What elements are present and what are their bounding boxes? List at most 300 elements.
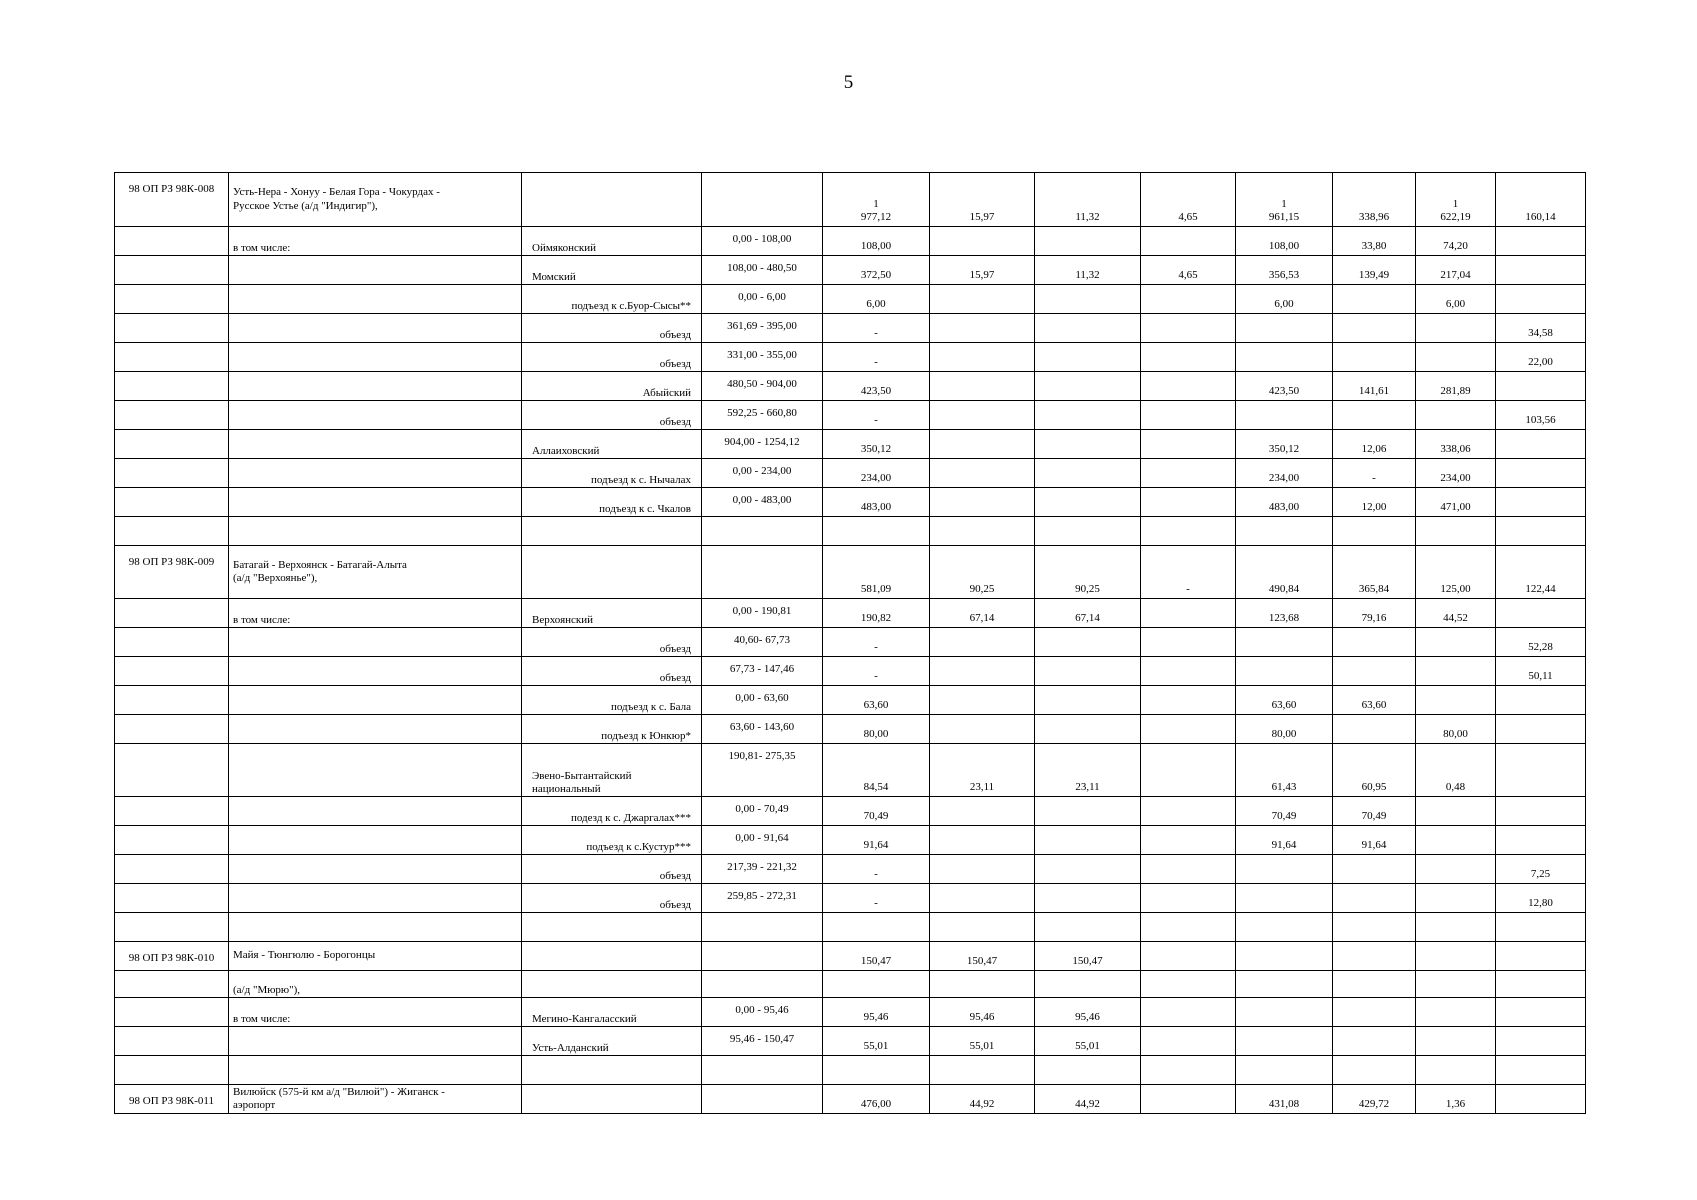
road-name-cell [229, 343, 522, 372]
value-cell [930, 343, 1035, 372]
district-cell: Аллаиховский [522, 430, 702, 459]
value-cell [1496, 459, 1586, 488]
table-row [115, 256, 1586, 285]
value-cell: 6,00 [823, 285, 930, 314]
table-row [115, 826, 1586, 855]
km-range-cell [702, 971, 823, 998]
district-cell: подезд к с. Джаргалах*** [522, 797, 702, 826]
value-cell [1141, 913, 1236, 942]
value-cell: 90,25 [1035, 546, 1141, 599]
value-cell: 103,56 [1496, 401, 1586, 430]
value-cell [930, 430, 1035, 459]
value-cell [1333, 942, 1416, 971]
value-cell: 74,20 [1416, 227, 1496, 256]
value-cell [1035, 715, 1141, 744]
road-code-cell [115, 314, 229, 343]
road-code-cell [115, 599, 229, 628]
table-row [115, 372, 1586, 401]
road-code-cell [115, 971, 229, 998]
value-cell [930, 855, 1035, 884]
value-cell [1333, 517, 1416, 546]
value-cell: 0,48 [1416, 744, 1496, 797]
value-cell: 34,58 [1496, 314, 1586, 343]
value-cell: 234,00 [1236, 459, 1333, 488]
value-cell [1141, 459, 1236, 488]
value-cell: 1 961,15 [1236, 173, 1333, 227]
district-cell: объезд [522, 657, 702, 686]
value-cell [1141, 599, 1236, 628]
value-cell: 79,16 [1333, 599, 1416, 628]
road-header-row [115, 942, 1586, 971]
road-code-cell [115, 884, 229, 913]
road-name-cell [229, 285, 522, 314]
value-cell: - [1333, 459, 1416, 488]
value-cell [1236, 401, 1333, 430]
table-row [115, 517, 1586, 546]
district-cell: Эвено-Бытантайский национальный [522, 744, 702, 797]
district-cell: объезд [522, 401, 702, 430]
value-cell [1035, 913, 1141, 942]
value-cell [1416, 998, 1496, 1027]
value-cell [1236, 971, 1333, 998]
value-cell: 372,50 [823, 256, 930, 285]
value-cell [1035, 657, 1141, 686]
value-cell [1236, 855, 1333, 884]
value-cell [1496, 285, 1586, 314]
district-cell: подъезд к с. Бала [522, 686, 702, 715]
district-cell [522, 971, 702, 998]
road-name-cell: в том числе: [229, 998, 522, 1027]
value-cell [1141, 855, 1236, 884]
km-range-cell: 0,00 - 63,60 [702, 686, 823, 715]
km-range-cell: 0,00 - 190,81 [702, 599, 823, 628]
value-cell [1141, 488, 1236, 517]
value-cell [1496, 715, 1586, 744]
value-cell: 234,00 [1416, 459, 1496, 488]
km-range-cell: 331,00 - 355,00 [702, 343, 823, 372]
value-cell: 95,46 [1035, 998, 1141, 1027]
value-cell: - [823, 884, 930, 913]
value-cell [1333, 285, 1416, 314]
road-name-cell [229, 1056, 522, 1085]
value-cell: 12,06 [1333, 430, 1416, 459]
value-cell [1333, 314, 1416, 343]
value-cell: 84,54 [823, 744, 930, 797]
table-row [115, 459, 1586, 488]
table-row [115, 343, 1586, 372]
road-name-cell: Вилюйск (575-й км а/д "Вилюй") - Жиганск - аэропорт [229, 1085, 522, 1114]
value-cell [930, 686, 1035, 715]
value-cell: 356,53 [1236, 256, 1333, 285]
value-cell [1236, 884, 1333, 913]
value-cell: 108,00 [1236, 227, 1333, 256]
value-cell [1333, 913, 1416, 942]
road-code-cell [115, 285, 229, 314]
value-cell: 423,50 [1236, 372, 1333, 401]
value-cell: 23,11 [1035, 744, 1141, 797]
district-cell [522, 942, 702, 971]
value-cell [1035, 686, 1141, 715]
value-cell: 217,04 [1416, 256, 1496, 285]
value-cell [1496, 942, 1586, 971]
value-cell: 44,52 [1416, 599, 1496, 628]
value-cell [1496, 1056, 1586, 1085]
value-cell [1035, 517, 1141, 546]
value-cell [1333, 715, 1416, 744]
value-cell: 476,00 [823, 1085, 930, 1114]
road-code-cell [115, 488, 229, 517]
value-cell: 483,00 [1236, 488, 1333, 517]
value-cell: 11,32 [1035, 256, 1141, 285]
value-cell [1035, 430, 1141, 459]
value-cell [930, 913, 1035, 942]
table-row [115, 227, 1586, 256]
km-range-cell: 190,81- 275,35 [702, 744, 823, 797]
value-cell: - [823, 855, 930, 884]
value-cell [1496, 372, 1586, 401]
value-cell [1496, 998, 1586, 1027]
value-cell [1141, 1085, 1236, 1114]
value-cell [930, 314, 1035, 343]
km-range-cell: 0,00 - 108,00 [702, 227, 823, 256]
value-cell [1236, 343, 1333, 372]
road-code-cell [115, 686, 229, 715]
value-cell: 4,65 [1141, 256, 1236, 285]
km-range-cell: 0,00 - 95,46 [702, 998, 823, 1027]
district-cell: подъезд к с. Чкалов [522, 488, 702, 517]
district-cell: Верхоянский [522, 599, 702, 628]
km-range-cell [702, 546, 823, 599]
value-cell [1035, 971, 1141, 998]
table-row [115, 998, 1586, 1027]
value-cell: 141,61 [1333, 372, 1416, 401]
km-range-cell [702, 517, 823, 546]
km-range-cell: 904,00 - 1254,12 [702, 430, 823, 459]
value-cell: - [823, 314, 930, 343]
value-cell [1496, 1027, 1586, 1056]
value-cell [1333, 628, 1416, 657]
value-cell [1333, 855, 1416, 884]
value-cell [1141, 401, 1236, 430]
value-cell [1141, 826, 1236, 855]
value-cell: 365,84 [1333, 546, 1416, 599]
value-cell: 70,49 [1236, 797, 1333, 826]
value-cell [1416, 913, 1496, 942]
value-cell: 15,97 [930, 173, 1035, 227]
road-code-cell [115, 628, 229, 657]
value-cell [1141, 686, 1236, 715]
value-cell [1416, 1027, 1496, 1056]
km-range-cell: 0,00 - 483,00 [702, 488, 823, 517]
value-cell [1141, 715, 1236, 744]
value-cell [1141, 1056, 1236, 1085]
value-cell: 11,32 [1035, 173, 1141, 227]
value-cell [930, 401, 1035, 430]
km-range-cell: 40,60- 67,73 [702, 628, 823, 657]
value-cell: 55,01 [823, 1027, 930, 1056]
road-header-row [115, 546, 1586, 599]
value-cell [1141, 1027, 1236, 1056]
value-cell: 338,96 [1333, 173, 1416, 227]
value-cell [823, 913, 930, 942]
value-cell: 150,47 [930, 942, 1035, 971]
value-cell [1236, 1056, 1333, 1085]
value-cell [1236, 628, 1333, 657]
value-cell: 581,09 [823, 546, 930, 599]
road-name-cell [229, 401, 522, 430]
value-cell: 160,14 [1496, 173, 1586, 227]
km-range-cell: 361,69 - 395,00 [702, 314, 823, 343]
road-name-cell [229, 1027, 522, 1056]
value-cell [1141, 343, 1236, 372]
value-cell [930, 797, 1035, 826]
value-cell [1236, 913, 1333, 942]
road-code-cell [115, 855, 229, 884]
value-cell [1496, 913, 1586, 942]
value-cell [1416, 971, 1496, 998]
value-cell: 1 977,12 [823, 173, 930, 227]
road-code-cell [115, 256, 229, 285]
value-cell: 350,12 [1236, 430, 1333, 459]
value-cell: 6,00 [1416, 285, 1496, 314]
km-range-cell: 108,00 - 480,50 [702, 256, 823, 285]
value-cell: 123,68 [1236, 599, 1333, 628]
value-cell: 63,60 [1333, 686, 1416, 715]
value-cell [1035, 855, 1141, 884]
value-cell [1035, 227, 1141, 256]
value-cell [1333, 971, 1416, 998]
value-cell: 67,14 [1035, 599, 1141, 628]
road-name-cell: в том числе: [229, 227, 522, 256]
road-name-cell: (а/д "Мюрю"), [229, 971, 522, 998]
page-number: 5 [843, 72, 854, 93]
value-cell: 61,43 [1236, 744, 1333, 797]
table-row [115, 715, 1586, 744]
table-row [115, 1056, 1586, 1085]
value-cell: - [823, 401, 930, 430]
road-name-cell: Майя - Тюнгюлю - Борогонцы [229, 942, 522, 971]
value-cell [1416, 855, 1496, 884]
km-range-cell: 259,85 - 272,31 [702, 884, 823, 913]
road-name-cell [229, 744, 522, 797]
value-cell [1141, 884, 1236, 913]
road-code-cell [115, 797, 229, 826]
value-cell [1416, 628, 1496, 657]
road-name-cell [229, 826, 522, 855]
district-cell: объезд [522, 343, 702, 372]
value-cell [1236, 998, 1333, 1027]
table-row [115, 913, 1586, 942]
road-code-cell [115, 1056, 229, 1085]
value-cell [1333, 343, 1416, 372]
value-cell [1141, 628, 1236, 657]
value-cell: 23,11 [930, 744, 1035, 797]
district-cell: Абыйский [522, 372, 702, 401]
table-row [115, 686, 1586, 715]
km-range-cell [702, 1085, 823, 1114]
road-code-cell [115, 715, 229, 744]
km-range-cell: 0,00 - 234,00 [702, 459, 823, 488]
value-cell: 1,36 [1416, 1085, 1496, 1114]
value-cell [1416, 884, 1496, 913]
value-cell: 1 622,19 [1416, 173, 1496, 227]
value-cell [930, 884, 1035, 913]
value-cell: 90,25 [930, 546, 1035, 599]
district-cell: подъезд к с. Нычалах [522, 459, 702, 488]
district-cell: объезд [522, 855, 702, 884]
value-cell [1141, 942, 1236, 971]
value-cell: 431,08 [1236, 1085, 1333, 1114]
value-cell: 6,00 [1236, 285, 1333, 314]
value-cell [1035, 628, 1141, 657]
value-cell [1496, 744, 1586, 797]
district-cell: объезд [522, 314, 702, 343]
value-cell: 80,00 [823, 715, 930, 744]
table-row [115, 430, 1586, 459]
value-cell [930, 517, 1035, 546]
value-cell [1496, 227, 1586, 256]
road-header-row [115, 1085, 1586, 1114]
value-cell [1416, 1056, 1496, 1085]
value-cell [1236, 1027, 1333, 1056]
value-cell: 63,60 [823, 686, 930, 715]
road-code-cell: 98 ОП РЗ 98К-010 [115, 942, 229, 971]
value-cell [823, 517, 930, 546]
road-code-cell [115, 459, 229, 488]
table-row [115, 488, 1586, 517]
road-code-cell [115, 744, 229, 797]
district-cell [522, 1056, 702, 1085]
value-cell [1416, 517, 1496, 546]
value-cell [823, 1056, 930, 1085]
value-cell [1416, 657, 1496, 686]
value-cell: 483,00 [823, 488, 930, 517]
value-cell: 55,01 [930, 1027, 1035, 1056]
table-row [115, 314, 1586, 343]
value-cell [930, 1056, 1035, 1085]
table-row [115, 797, 1586, 826]
value-cell: 190,82 [823, 599, 930, 628]
value-cell [1141, 430, 1236, 459]
value-cell: 234,00 [823, 459, 930, 488]
district-cell: подъезд к с.Буор-Сысы** [522, 285, 702, 314]
value-cell [1333, 1056, 1416, 1085]
km-range-cell [702, 913, 823, 942]
value-cell: 15,97 [930, 256, 1035, 285]
km-range-cell: 592,25 - 660,80 [702, 401, 823, 430]
road-code-cell [115, 401, 229, 430]
road-name-cell [229, 855, 522, 884]
road-code-cell [115, 517, 229, 546]
road-code-cell: 98 ОП РЗ 98К-008 [115, 173, 229, 227]
table-row [115, 884, 1586, 913]
value-cell [930, 372, 1035, 401]
table-row [115, 628, 1586, 657]
value-cell: 80,00 [1236, 715, 1333, 744]
value-cell [1416, 686, 1496, 715]
road-name-cell [229, 628, 522, 657]
value-cell [1333, 1027, 1416, 1056]
value-cell [1035, 314, 1141, 343]
district-cell: Мегино-Кангаласский [522, 998, 702, 1027]
value-cell: 63,60 [1236, 686, 1333, 715]
value-cell: 139,49 [1333, 256, 1416, 285]
value-cell [1496, 430, 1586, 459]
road-code-cell [115, 913, 229, 942]
value-cell [930, 285, 1035, 314]
value-cell [1236, 657, 1333, 686]
value-cell: 429,72 [1333, 1085, 1416, 1114]
value-cell: 281,89 [1416, 372, 1496, 401]
km-range-cell: 480,50 - 904,00 [702, 372, 823, 401]
value-cell [930, 628, 1035, 657]
district-cell: объезд [522, 628, 702, 657]
table-row [115, 401, 1586, 430]
value-cell [930, 826, 1035, 855]
value-cell: 471,00 [1416, 488, 1496, 517]
value-cell: 350,12 [823, 430, 930, 459]
value-cell: 12,80 [1496, 884, 1586, 913]
value-cell [1496, 797, 1586, 826]
km-range-cell: 95,46 - 150,47 [702, 1027, 823, 1056]
table-row [115, 971, 1586, 998]
value-cell [1333, 657, 1416, 686]
value-cell [1141, 227, 1236, 256]
road-name-cell [229, 372, 522, 401]
value-cell: 95,46 [823, 998, 930, 1027]
value-cell: 125,00 [1416, 546, 1496, 599]
value-cell: 91,64 [1333, 826, 1416, 855]
value-cell [1416, 343, 1496, 372]
km-range-cell [702, 1056, 823, 1085]
road-name-cell: Батагай - Верхоянск - Батагай-Алыта (а/д "Верхоянье"), [229, 546, 522, 599]
value-cell [1416, 314, 1496, 343]
value-cell [1141, 657, 1236, 686]
km-range-cell: 217,39 - 221,32 [702, 855, 823, 884]
value-cell [823, 971, 930, 998]
district-cell: Момский [522, 256, 702, 285]
value-cell [1333, 998, 1416, 1027]
value-cell: 338,06 [1416, 430, 1496, 459]
table-row [115, 855, 1586, 884]
road-name-cell: Усть-Нера - Хонуу - Белая Гора - Чокурдах - Русское Устье (а/д "Индигир"), [229, 173, 522, 227]
value-cell [1141, 744, 1236, 797]
value-cell: 7,25 [1496, 855, 1586, 884]
value-cell: 44,92 [930, 1085, 1035, 1114]
road-code-cell [115, 1027, 229, 1056]
road-name-cell [229, 430, 522, 459]
value-cell [1141, 797, 1236, 826]
value-cell [1333, 401, 1416, 430]
table-row [115, 1027, 1586, 1056]
value-cell [1035, 459, 1141, 488]
road-name-cell [229, 459, 522, 488]
road-code-cell [115, 657, 229, 686]
table-row [115, 599, 1586, 628]
value-cell [1496, 686, 1586, 715]
district-cell: объезд [522, 884, 702, 913]
value-cell [1141, 314, 1236, 343]
value-cell [1035, 372, 1141, 401]
value-cell [1236, 942, 1333, 971]
table-row [115, 744, 1586, 797]
road-code-cell [115, 343, 229, 372]
value-cell: - [823, 343, 930, 372]
value-cell [1496, 517, 1586, 546]
road-name-cell: в том числе: [229, 599, 522, 628]
value-cell: 70,49 [823, 797, 930, 826]
road-header-row [115, 173, 1586, 227]
